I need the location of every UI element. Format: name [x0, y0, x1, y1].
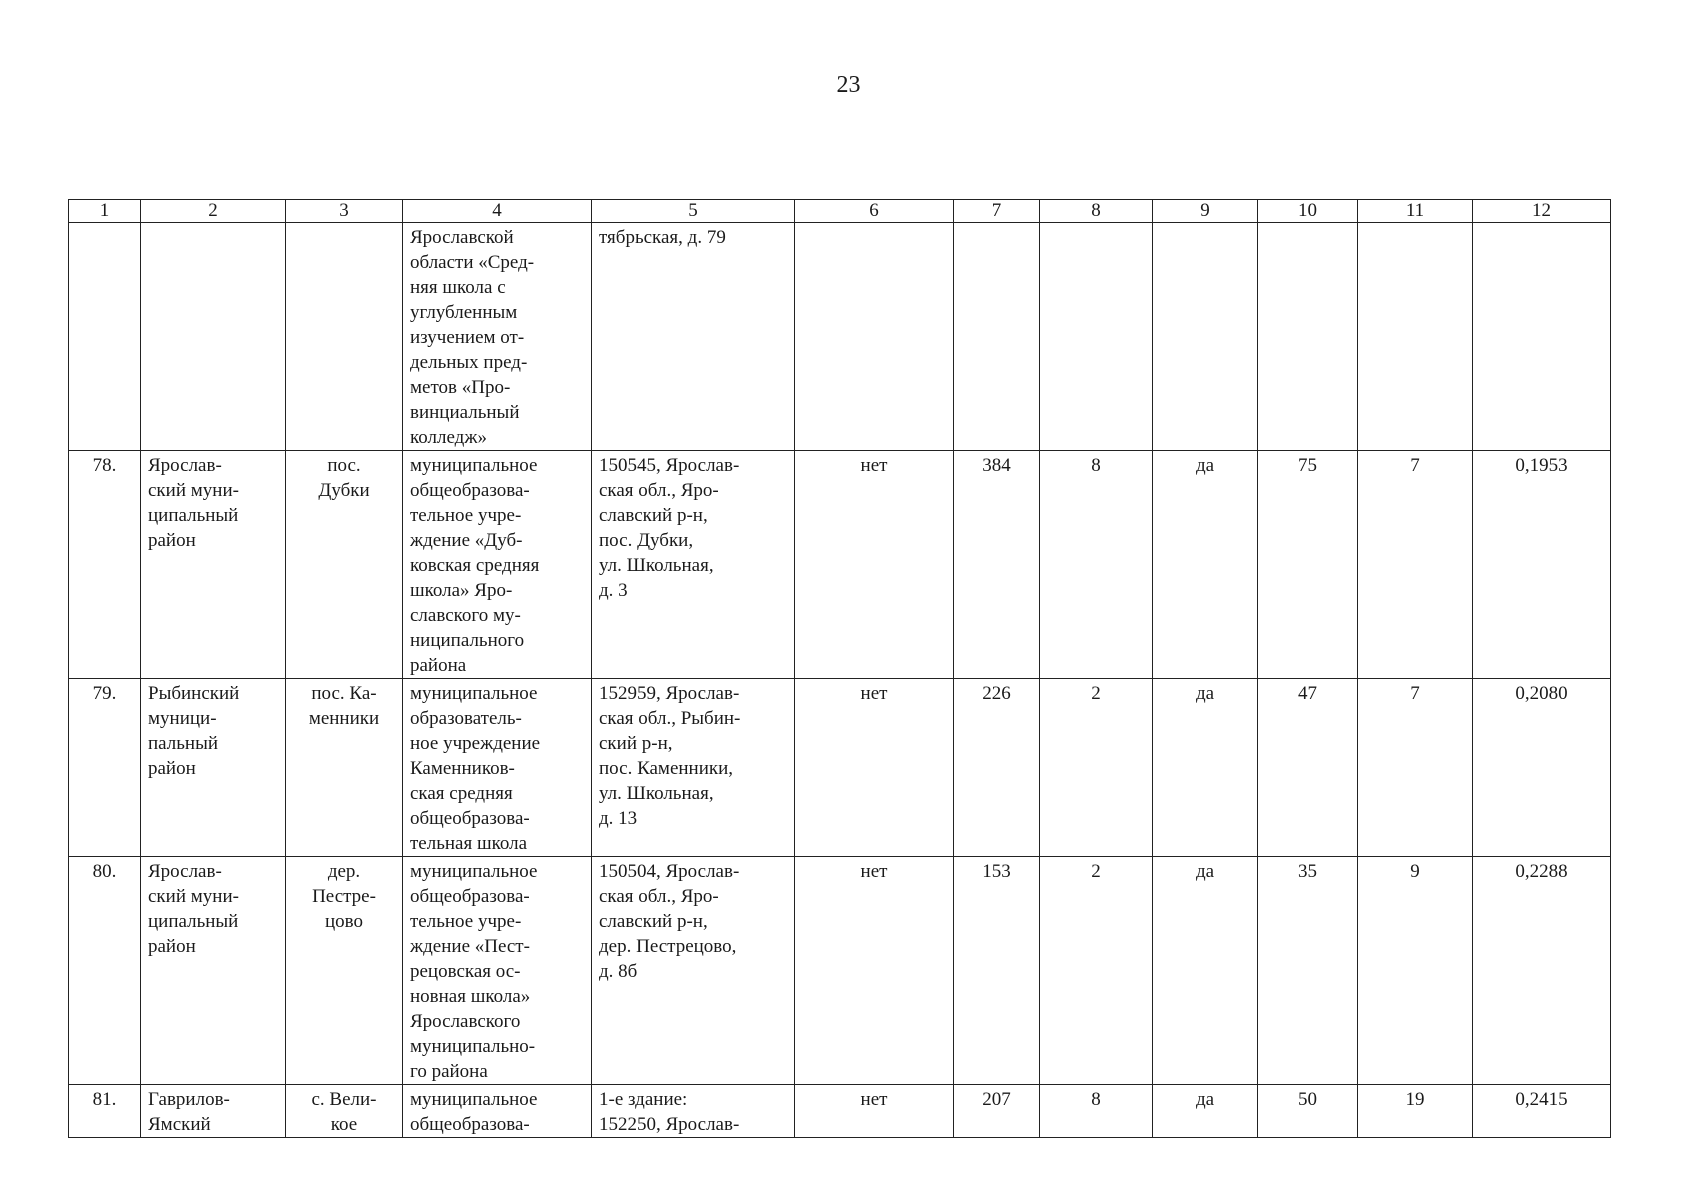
cell-9: да: [1153, 451, 1258, 679]
cell-10: 50: [1258, 1085, 1358, 1138]
cell-7: 153: [954, 857, 1040, 1085]
cell-12: 0,2080: [1473, 679, 1611, 857]
cell-10: 35: [1258, 857, 1358, 1085]
cell-11: 7: [1358, 451, 1473, 679]
row-number: 80.: [69, 857, 141, 1085]
cell-6: нет: [795, 679, 954, 857]
address-cell: 150545, Ярослав- ская обл., Яро- славский р-н, пос. Дубки, ул. Школьная, д. 3: [592, 451, 795, 679]
settlement-cell: дер. Пестре- цово: [286, 857, 403, 1085]
row-number: 81.: [69, 1085, 141, 1138]
col-header: 7: [954, 200, 1040, 223]
district-cell: Рыбинский муници- пальный район: [141, 679, 286, 857]
cell-11: 9: [1358, 857, 1473, 1085]
settlement-cell: пос. Ка- менники: [286, 679, 403, 857]
table-row: [69, 1085, 1611, 1138]
col-header: 8: [1040, 200, 1153, 223]
institution-cell: муниципальное общеобразова- тельное учре- ждение «Пест- рецовская ос- новная школа» Ярославского муниципально- го района: [403, 857, 592, 1085]
cell-8: 8: [1040, 451, 1153, 679]
cell-10: 75: [1258, 451, 1358, 679]
col-header: 10: [1258, 200, 1358, 223]
col-header: 5: [592, 200, 795, 223]
settlement-cell: с. Вели- кое: [286, 1085, 403, 1138]
cell-6: нет: [795, 451, 954, 679]
col-header: 4: [403, 200, 592, 223]
cell-11: 7: [1358, 679, 1473, 857]
settlement-cell: пос. Дубки: [286, 451, 403, 679]
cell-9: да: [1153, 679, 1258, 857]
cell-9: да: [1153, 857, 1258, 1085]
cell-7: 207: [954, 1085, 1040, 1138]
table-row: [69, 451, 1611, 679]
data-table: [68, 199, 1611, 1138]
col-header: 9: [1153, 200, 1258, 223]
address-cell: 1-е здание: 152250, Ярослав-: [592, 1085, 795, 1138]
address-cell: тябрьская, д. 79: [592, 223, 795, 451]
col-header: 1: [69, 200, 141, 223]
cell-12: 0,2288: [1473, 857, 1611, 1085]
header-row: [69, 200, 1611, 223]
row-number: 78.: [69, 451, 141, 679]
cell-6: нет: [795, 1085, 954, 1138]
col-header: 12: [1473, 200, 1611, 223]
table-row: [69, 857, 1611, 1085]
district-cell: Ярослав- ский муни- ципальный район: [141, 451, 286, 679]
institution-cell: Ярославской области «Сред- няя школа с углубленным изучением от- дельных пред- метов «Про- винциальный колледж»: [403, 223, 592, 451]
address-cell: 150504, Ярослав- ская обл., Яро- славский р-н, дер. Пестрецово, д. 8б: [592, 857, 795, 1085]
institution-cell: муниципальное общеобразова-: [403, 1085, 592, 1138]
col-header: 6: [795, 200, 954, 223]
cell-10: 47: [1258, 679, 1358, 857]
district-cell: Гаврилов- Ямский: [141, 1085, 286, 1138]
cell-9: да: [1153, 1085, 1258, 1138]
institution-cell: муниципальное образователь- ное учреждение Каменников- ская средняя общеобразова- тельная школа: [403, 679, 592, 857]
cell-8: 2: [1040, 857, 1153, 1085]
cell-11: 19: [1358, 1085, 1473, 1138]
page-number: 23: [836, 72, 861, 98]
continuation-row: [69, 223, 1611, 451]
cell-7: 384: [954, 451, 1040, 679]
row-number: 79.: [69, 679, 141, 857]
col-header: 2: [141, 200, 286, 223]
institution-cell: муниципальное общеобразова- тельное учре- ждение «Дуб- ковская средняя школа» Яро- славского му- ниципального района: [403, 451, 592, 679]
cell-12: 0,2415: [1473, 1085, 1611, 1138]
district-cell: Ярослав- ский муни- ципальный район: [141, 857, 286, 1085]
cell-6: нет: [795, 857, 954, 1085]
col-header: 11: [1358, 200, 1473, 223]
cell-7: 226: [954, 679, 1040, 857]
table-row: [69, 679, 1611, 857]
cell-12: 0,1953: [1473, 451, 1611, 679]
cell-8: 2: [1040, 679, 1153, 857]
col-header: 3: [286, 200, 403, 223]
address-cell: 152959, Ярослав- ская обл., Рыбин- ский р-н, пос. Каменники, ул. Школьная, д. 13: [592, 679, 795, 857]
cell-8: 8: [1040, 1085, 1153, 1138]
